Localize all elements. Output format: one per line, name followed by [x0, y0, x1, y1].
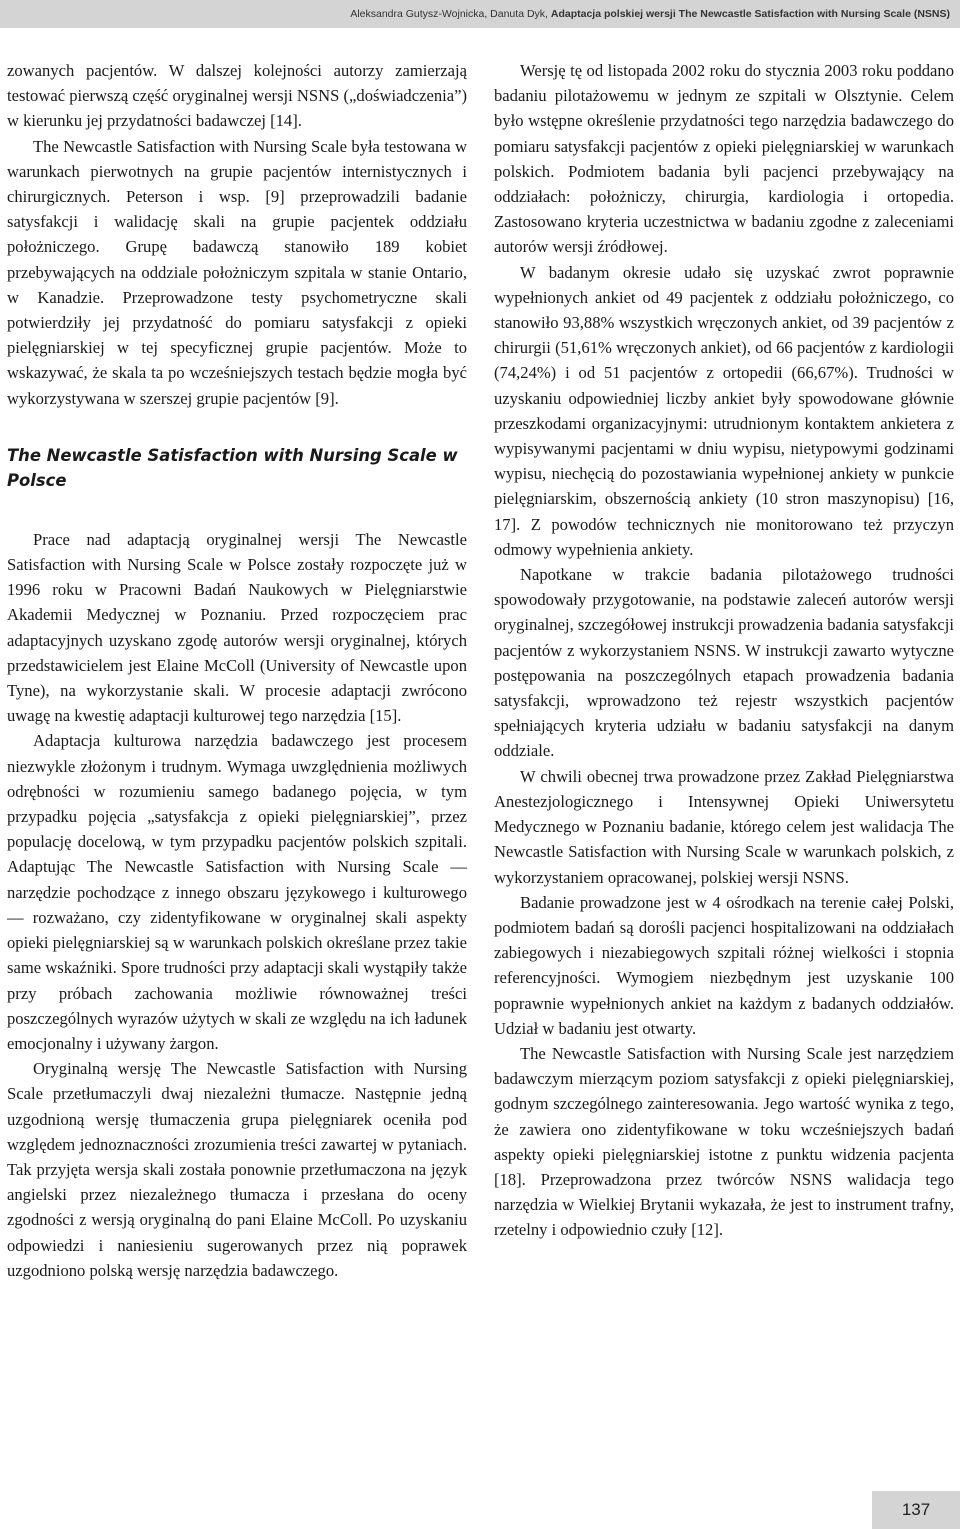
paragraph: Napotkane w trakcie badania pilotażowego trudności spowodowały przygotowanie, na podstawie zaleceń autorów wersji oryginalnej, szczegółowej instrukcji prowadzenia badania satysfakcji pacjentów z wykorzystaniem NSNS. W instrukcji zawarto wytyczne postępowania na poszczególnych etapach prowadzenia badania satysfakcji, wprowadzono też rejestr wszystkich pacjentów spełniających kryteria udziału w badaniu satysfakcji na danym oddziale. [494, 565, 954, 761]
left-column [7, 58, 467, 1283]
paragraph: Oryginalną wersję The Newcastle Satisfaction with Nursing Scale przetłumaczyli dwaj niezależni tłumacze. Następnie jedną uzgodnioną wersję tłumaczenia grupa pielęgniarek oceniła pod względem jednoznaczności zrozumienia treści zawartej w pytaniach. Tak przyjęta wersja skali została ponownie przetłumaczona na język angielski przez niezależnego tłumacza i przesłana do oceny zgodności z wersją oryginalną do pani Elaine McColl. Po uzyskaniu odpowiedzi i naniesieniu sugerowanych przez nią poprawek uzgodniono polską wersję narzędzia badawczego. [7, 1059, 467, 1280]
paragraph: Wersję tę od listopada 2002 roku do stycznia 2003 roku poddano badaniu pilotażowemu w jednym ze szpitali w Olsztynie. Celem było wstępne określenie przydatności tego narzędzia badawczego do pomiaru satysfakcji pacjentów z opieki pielęgniarskiej w warunkach polskich. Podmiotem badania byli pacjenci przebywający na oddziałach: położniczy, chirurgia, kardiologia i ortopedia. Zastosowano kryteria uczestnictwa w badaniu zgodne z zaleceniami autorów wersji źródłowej. [494, 61, 954, 257]
paragraph: zowanych pacjentów. W dalszej kolejności autorzy zamierzają testować pierwszą część oryginalnej wersji NSNS („doświadczenia”) w kierunku jej przydatności badawczej [14]. [7, 61, 467, 131]
paragraph: Badanie prowadzone jest w 4 ośrodkach na terenie całej Polski, podmiotem badań są dorośli pacjenci hospitalizowani na oddziałach zabiegowych i niezabiegowych szpitali różnej wielkości i stopnia referencyjności. Wymogiem niezbędnym jest uzyskanie 100 poprawnie wypełnionych ankiet na każdym z badanych oddziałów. Udział w badaniu jest otwarty. [494, 892, 954, 1038]
running-head [350, 0, 950, 28]
running-head-authors: Aleksandra Gutysz-Wojnicka, Danuta Dyk, [350, 8, 551, 20]
paragraph: W badanym okresie udało się uzyskać zwrot poprawnie wypełnionych ankiet od 49 pacjentek z oddziału położniczego, co stanowiło 93,88% wszystkich wręczonych ankiet, od 39 pacjentów z chirurgii (51,61% wręczonych ankiet), od 66 pacjentów z kardiologii (74,24%) i od 51 pacjentów z ortopedii (66,67%). Trudności w uzyskaniu odpowiedniej liczby ankiet były spowodowane głównie przeszkodami organizacyjnymi: utrudnionym kontaktem ankietera z wypisywanymi pacjentami w dniu wypisu, nietypowymi godzinami wypisu, niechęcią do pozostawiania wypełnionej ankiety w punkcie pielęgniarskim, obszernością ankiety (10 stron maszynopisu) [16, 17]. Z powodów technicznych nie monitorowano też przyczyn odmowy wypełnienia ankiety. [494, 262, 954, 559]
paragraph: Adaptacja kulturowa narzędzia badawczego jest procesem niezwykle złożonym i trudnym. Wymaga uwzględnienia możliwych odrębności w rozumieniu samego badanego pojęcia, w tym przypadku pojęcia „satysfakcja z opieki pielęgniarskiej”, przez populację docelową, w tym przypadku pacjentów polskich szpitali. Adaptując The Newcastle Satisfaction with Nursing Scale — narzędzie pochodzące z innego obszaru językowego i kulturowego — rozważano, czy zidentyfikowane w oryginalnej skali aspekty opieki pielęgniarskiej są w warunkach polskich określane przez takie same wskaźniki. Spore trudności przy adaptacji skali wystąpiły także przy próbach zachowania możliwie równoważnej treści poszczególnych wyrazów użytych w skali ze względu na ich ładunek emocjonalny i używany żargon. [7, 731, 467, 1053]
section-heading: The Newcastle Satisfaction with Nursing Scale w Polsce [7, 445, 458, 490]
running-head-title: Adaptacja polskiej wersji The Newcastle Satisfaction with Nursing Scale (NSNS) [550, 8, 950, 20]
paragraph: W chwili obecnej trwa prowadzone przez Zakład Pielęgniarstwa Anestezjologicznego i Intensywnej Opieki Uniwersytetu Medycznego w Poznaniu badanie, którego celem jest walidacja The Newcastle Satisfaction with Nursing Scale w warunkach polskich, z wykorzystaniem opracowanej, polskiej wersji NSNS. [494, 766, 954, 887]
paragraph: Prace nad adaptacją oryginalnej wersji The Newcastle Satisfaction with Nursing Scale w Polsce zostały rozpoczęte już w 1996 roku w Pracowni Badań Naukowych w Pielęgniarstwie Akademii Medycznej w Poznaniu. Przed rozpoczęciem prac adaptacyjnych uzyskano zgodę autorów wersji oryginalnej, których przedstawicielem jest Elaine McColl (University of Newcastle upon Tyne), na wykorzystanie skali. W procesie adaptacji zwrócono uwagę na kwestię adaptacji kulturowej tego narzędzia [15]. [7, 529, 467, 726]
paragraph: The Newcastle Satisfaction with Nursing Scale jest narzędziem badawczym mierzącym poziom satysfakcji z opieki pielęgniarskiej, godnym szczególnego zainteresowania. Jego wartość wynika z tego, że zawiera ono zidentyfikowane w toku wcześniejszych badań aspekty opieki pielęgniarskiej istotne z punktu widzenia pacjenta [18]. Przeprowadzona przez twórców NSNS walidacja tego narzędzia w Wielkiej Brytanii wykazała, że jest to instrument trafny, rzetelny i odpowiednio czuły [12]. [494, 1043, 954, 1240]
right-column [494, 58, 954, 1243]
paragraph: The Newcastle Satisfaction with Nursing Scale była testowana w warunkach pierwotnych na grupie pacjentów internistycznych i chirurgicznych. Peterson i wsp. [9] przeprowadzili badanie satysfakcji i walidację skali na grupie pacjentek oddziału położniczego. Grupę badawczą stanowiło 189 kobiet przebywających na oddziale położniczym szpitala w stanie Ontario, w Kanadzie. Przeprowadzone testy psychometryczne skali potwierdziły jej przydatność do pomiaru satysfakcji z opieki pielęgniarskiej w tej specyficznej grupie pacjentów. Może to wskazywać, że skala ta po wcześniejszych testach będzie mogła być wykorzystywana w szerszej grupie pacjentów [9]. [7, 136, 467, 408]
page-number: 137 [901, 1500, 931, 1519]
